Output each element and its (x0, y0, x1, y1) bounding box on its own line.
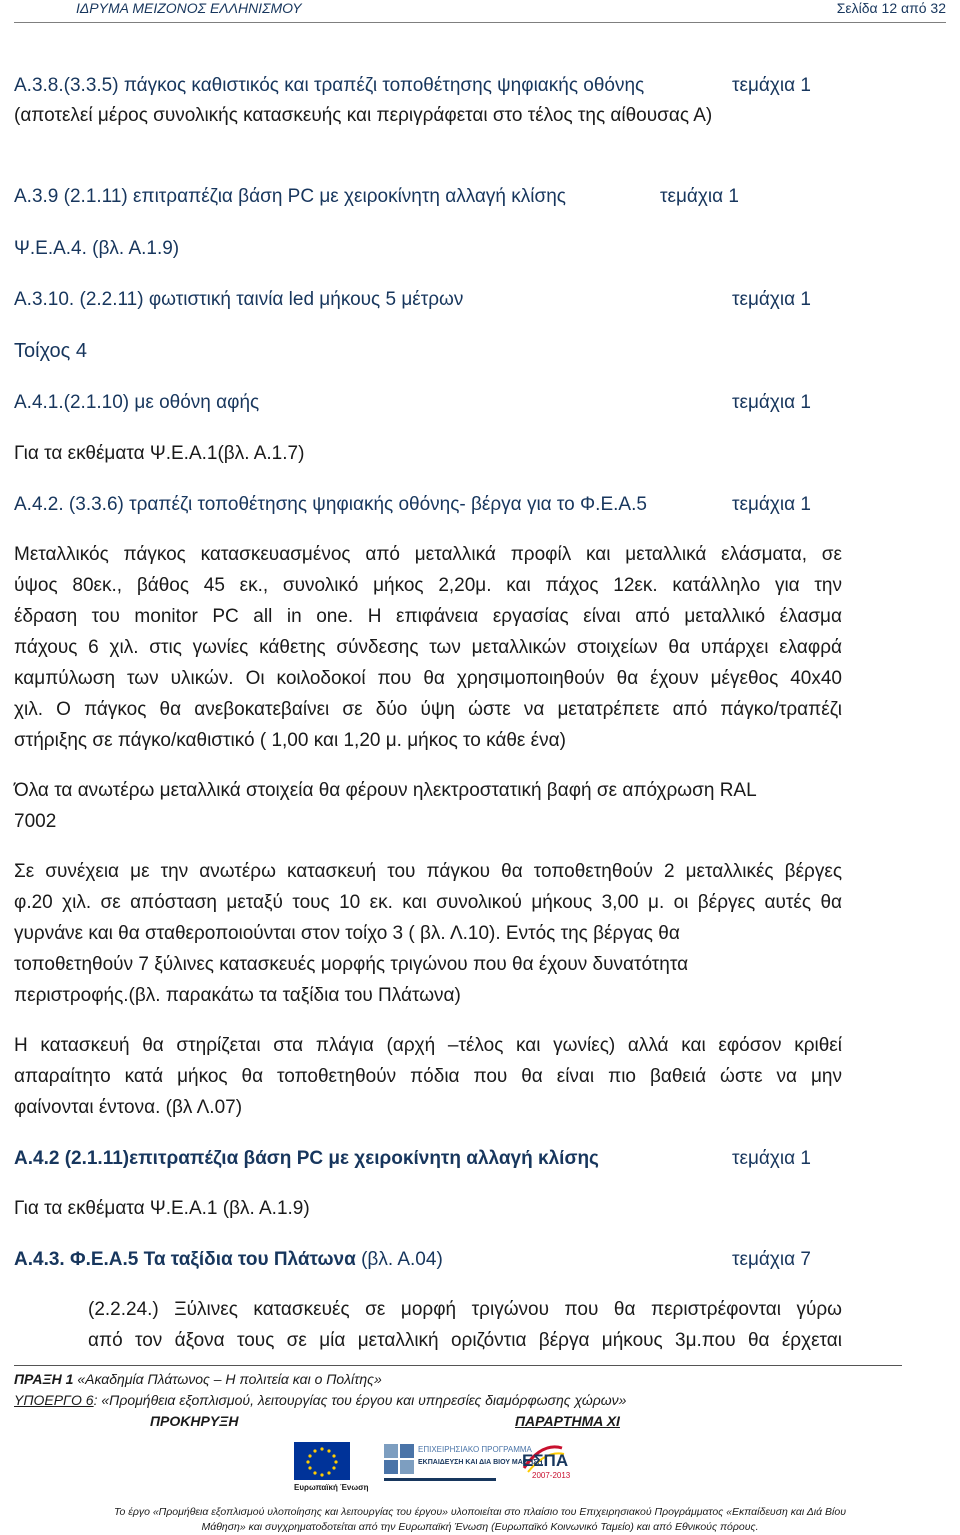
paragraph-3-line: φ.20 χιλ. σε απόσταση μεταξύ τους 10 εκ. και συνολικού μήκους 3,00 μ. οι βέργες αυτές θα (14, 892, 842, 913)
footer-praxi-label: ΠΡΑΞΗ 1 (14, 1371, 74, 1387)
paragraph-2-line: Όλα τα ανωτέρω μεταλλικά στοιχεία θα φέρουν ηλεκτροστατική βαφή σε απόχρωση RAL (14, 780, 757, 801)
item-a41-quantity: τεμάχια 1 (732, 392, 811, 413)
item-a443-description-line: (2.2.24.) Ξύλινες κατασκευές σε μορφή τριγώνου που θα περιστρέφονται γύρω (88, 1299, 842, 1320)
item-a443-title (14, 1248, 443, 1272)
footer-ypoergo (14, 1391, 626, 1409)
paragraph-1-line: στήριξης σε πάγκο/καθιστικό ( 1,00 και 1,20 μ. μήκος το κάθε ένα) (14, 730, 566, 751)
funding-logos-svg (292, 1438, 602, 1496)
paragraph-4-line: Η κατασκευή θα στηρίζεται στα πλάγια (αρχή –τέλος και γωνίες) αλλά και εφόσον κριθεί (14, 1035, 842, 1056)
paragraph-2-line: 7002 (14, 811, 57, 832)
item-a39-reference: Ψ.Ε.Α.4. (βλ. Α.1.9) (14, 238, 180, 259)
header-organization: ΙΔΡΥΜΑ ΜΕΙΖΟΝΟΣ ΕΛΛΗΝΙΣΜΟΥ (76, 0, 302, 16)
footer-parartima: ΠΑΡΑΡΤΗΜΑ ΧΙ (515, 1413, 620, 1429)
item-a443-reference: (βλ. Α.04) (361, 1249, 443, 1270)
paragraph-1-line: χιλ. Ο πάγκος θα ανεβοκατεβαίνει σε δύο ύψη ώστε να μετατρέπετε από πάγκο/τραπέζι (14, 699, 842, 720)
paragraph-3-line: Σε συνέχεια με την ανωτέρω κατασκευή του πάγκου θα τοποθετηθούν 2 μεταλλικές βέργες (14, 861, 842, 882)
footer-prokiryxi: ΠΡΟΚΗΡΥΞΗ (150, 1413, 239, 1429)
epeaek-line1: ΕΠΙΧΕΙΡΗΣΙΑΚΟ ΠΡΟΓΡΑΜΜΑ (418, 1445, 532, 1454)
header-page-number: Σελίδα 12 από 32 (836, 0, 946, 16)
item-a310-quantity: τεμάχια 1 (732, 289, 811, 310)
footer-funding-note-line: Το έργο «Προμήθεια εξοπλισμού υλοποίησης και λειτουργίας του έργου» υλοποιείται στο πλαίσιο του Επιχειρησιακού Προγράμματος «Εκπαίδευση και Διά Βίου (113, 1506, 846, 1518)
item-a443-description-line: από τον άξονα τους σε μία μεταλλική οριζόντια βέργα μήκους 3μ.που θα έρχεται (88, 1330, 842, 1351)
footer-funding-note (20, 1505, 940, 1535)
paragraph-1-line: Μεταλλικός πάγκος κατασκευασμένος από μεταλλικά προφίλ και μεταλλικά ελάσματα, σε (14, 544, 842, 565)
item-a388-title: Α.3.8.(3.3.5) πάγκος καθιστικός και τραπέζι τοποθέτησης ψηφιακής οθόνης (14, 75, 645, 96)
footer-praxi (14, 1370, 382, 1388)
paragraph-1-line: ύψος 80εκ., βάθος 45 εκ., συνολικό μήκος 2,20μ. και πάχος 12εκ. κατάλληλο για την (14, 575, 842, 596)
footer-praxi-title: «Ακαδημία Πλάτωνος – Η πολιτεία και ο Πολίτης» (77, 1371, 382, 1387)
paragraph-4-line: απαραίτητο κατά μήκος θα τοποθετηθούν πόδια που θα είναι πιο βαθειά ώστε να μην (14, 1066, 842, 1087)
paragraph-4-line: φαίνονται έντονα. (βλ Λ.07) (14, 1097, 243, 1118)
footer-rule (14, 1365, 902, 1366)
item-a310-title: Α.3.10. (2.2.11) φωτιστική ταινία led μήκους 5 μέτρων (14, 289, 464, 310)
item-a41-note: Για τα εκθέματα Ψ.Ε.Α.1(βλ. Α.1.7) (14, 443, 305, 464)
footer-ypoergo-title: : «Προμήθεια εξοπλισμού, λειτουργίας του έργου και υπηρεσίες διαμόρφωσης χώρων» (93, 1392, 627, 1408)
item-a388-description: (αποτελεί μέρος συνολικής κατασκευής και περιγράφεται στο τέλος της αίθουσας Α) (14, 105, 713, 126)
eu-caption: Ευρωπαϊκή Ένωση (294, 1483, 369, 1492)
espa-years: 2007-2013 (532, 1471, 571, 1480)
item-a39-quantity: τεμάχια 1 (660, 186, 739, 207)
paragraph-3-line: περιστροφής.(βλ. παρακάτω τα ταξίδια του Πλάτωνα) (14, 985, 461, 1006)
footer-funding-note-line: Μάθηση» και συγχρηματοδοτείται από την Ευρωπαϊκή Ένωση (Ευρωπαϊκό Κοινωνικό Ταμείο) και από Εθνικούς πόρους. (201, 1521, 759, 1533)
paragraph-1-line: καμπύλωση των υλικών. Οι κοιλοδοκοί που θα χρησιμοποιηθούν θα έχουν μέγεθος 40x40 (14, 668, 842, 689)
header-rule (14, 22, 946, 23)
item-a443-quantity: τεμάχια 7 (732, 1249, 811, 1270)
item-a442-quantity: τεμάχια 1 (732, 1148, 811, 1169)
section-wall-4: Τοίχος 4 (14, 340, 87, 362)
item-a42-quantity: τεμάχια 1 (732, 494, 811, 515)
paragraph-3-line: τοποθετηθούν 7 ξύλινες κατασκευές μορφής τριγώνου που θα έχουν δυνατότητα (14, 954, 689, 975)
espa-text: ΕΣΠΑ (522, 1451, 569, 1470)
paragraph-3-line: γυρνάνε και θα σταθεροποιούνται στον τοίχο 3 ( βλ. Λ.10). Εντός της βέργας θα (14, 923, 680, 944)
epeaek-line2: ΕΚΠΑΙΔΕΥΣΗ ΚΑΙ ΔΙΑ ΒΙΟΥ ΜΑΘΗΣΗ (418, 1459, 543, 1466)
item-a39-title: Α.3.9 (2.1.11) επιτραπέζια βάση PC με χειροκίνητη αλλαγή κλίσης (14, 186, 566, 207)
item-a41-title: Α.4.1.(2.1.10) με οθόνη αφής (14, 392, 260, 413)
paragraph-1-line: έδραση του monitor PC all in one. Η επιφάνεια εργασίας είναι από μεταλλικό έλασμα (14, 606, 842, 627)
item-a443-title-text: Α.4.3. Φ.Ε.Α.5 Τα ταξίδια του Πλάτωνα (14, 1249, 356, 1270)
eu-flag-icon (294, 1442, 350, 1480)
item-a42-title: Α.4.2. (3.3.6) τραπέζι τοποθέτησης ψηφιακής οθόνης- βέργα για το Φ.Ε.Α.5 (14, 494, 647, 515)
footer-ypoergo-label: ΥΠΟΕΡΓΟ 6 (14, 1392, 94, 1408)
funding-logos (292, 1438, 602, 1496)
item-a442-title: Α.4.2 (2.1.11)επιτραπέζια βάση PC με χειροκίνητη αλλαγή κλίσης (14, 1148, 599, 1169)
item-a388-quantity: τεμάχια 1 (732, 75, 811, 96)
item-a442-note: Για τα εκθέματα Ψ.Ε.Α.1 (βλ. Α.1.9) (14, 1198, 310, 1219)
paragraph-1-line: πάχους 6 χιλ. στις γωνίες κάθετης σύνδεσης των μεταλλικών στοιχείων θα υπάρχει ελαφρά (14, 637, 842, 658)
